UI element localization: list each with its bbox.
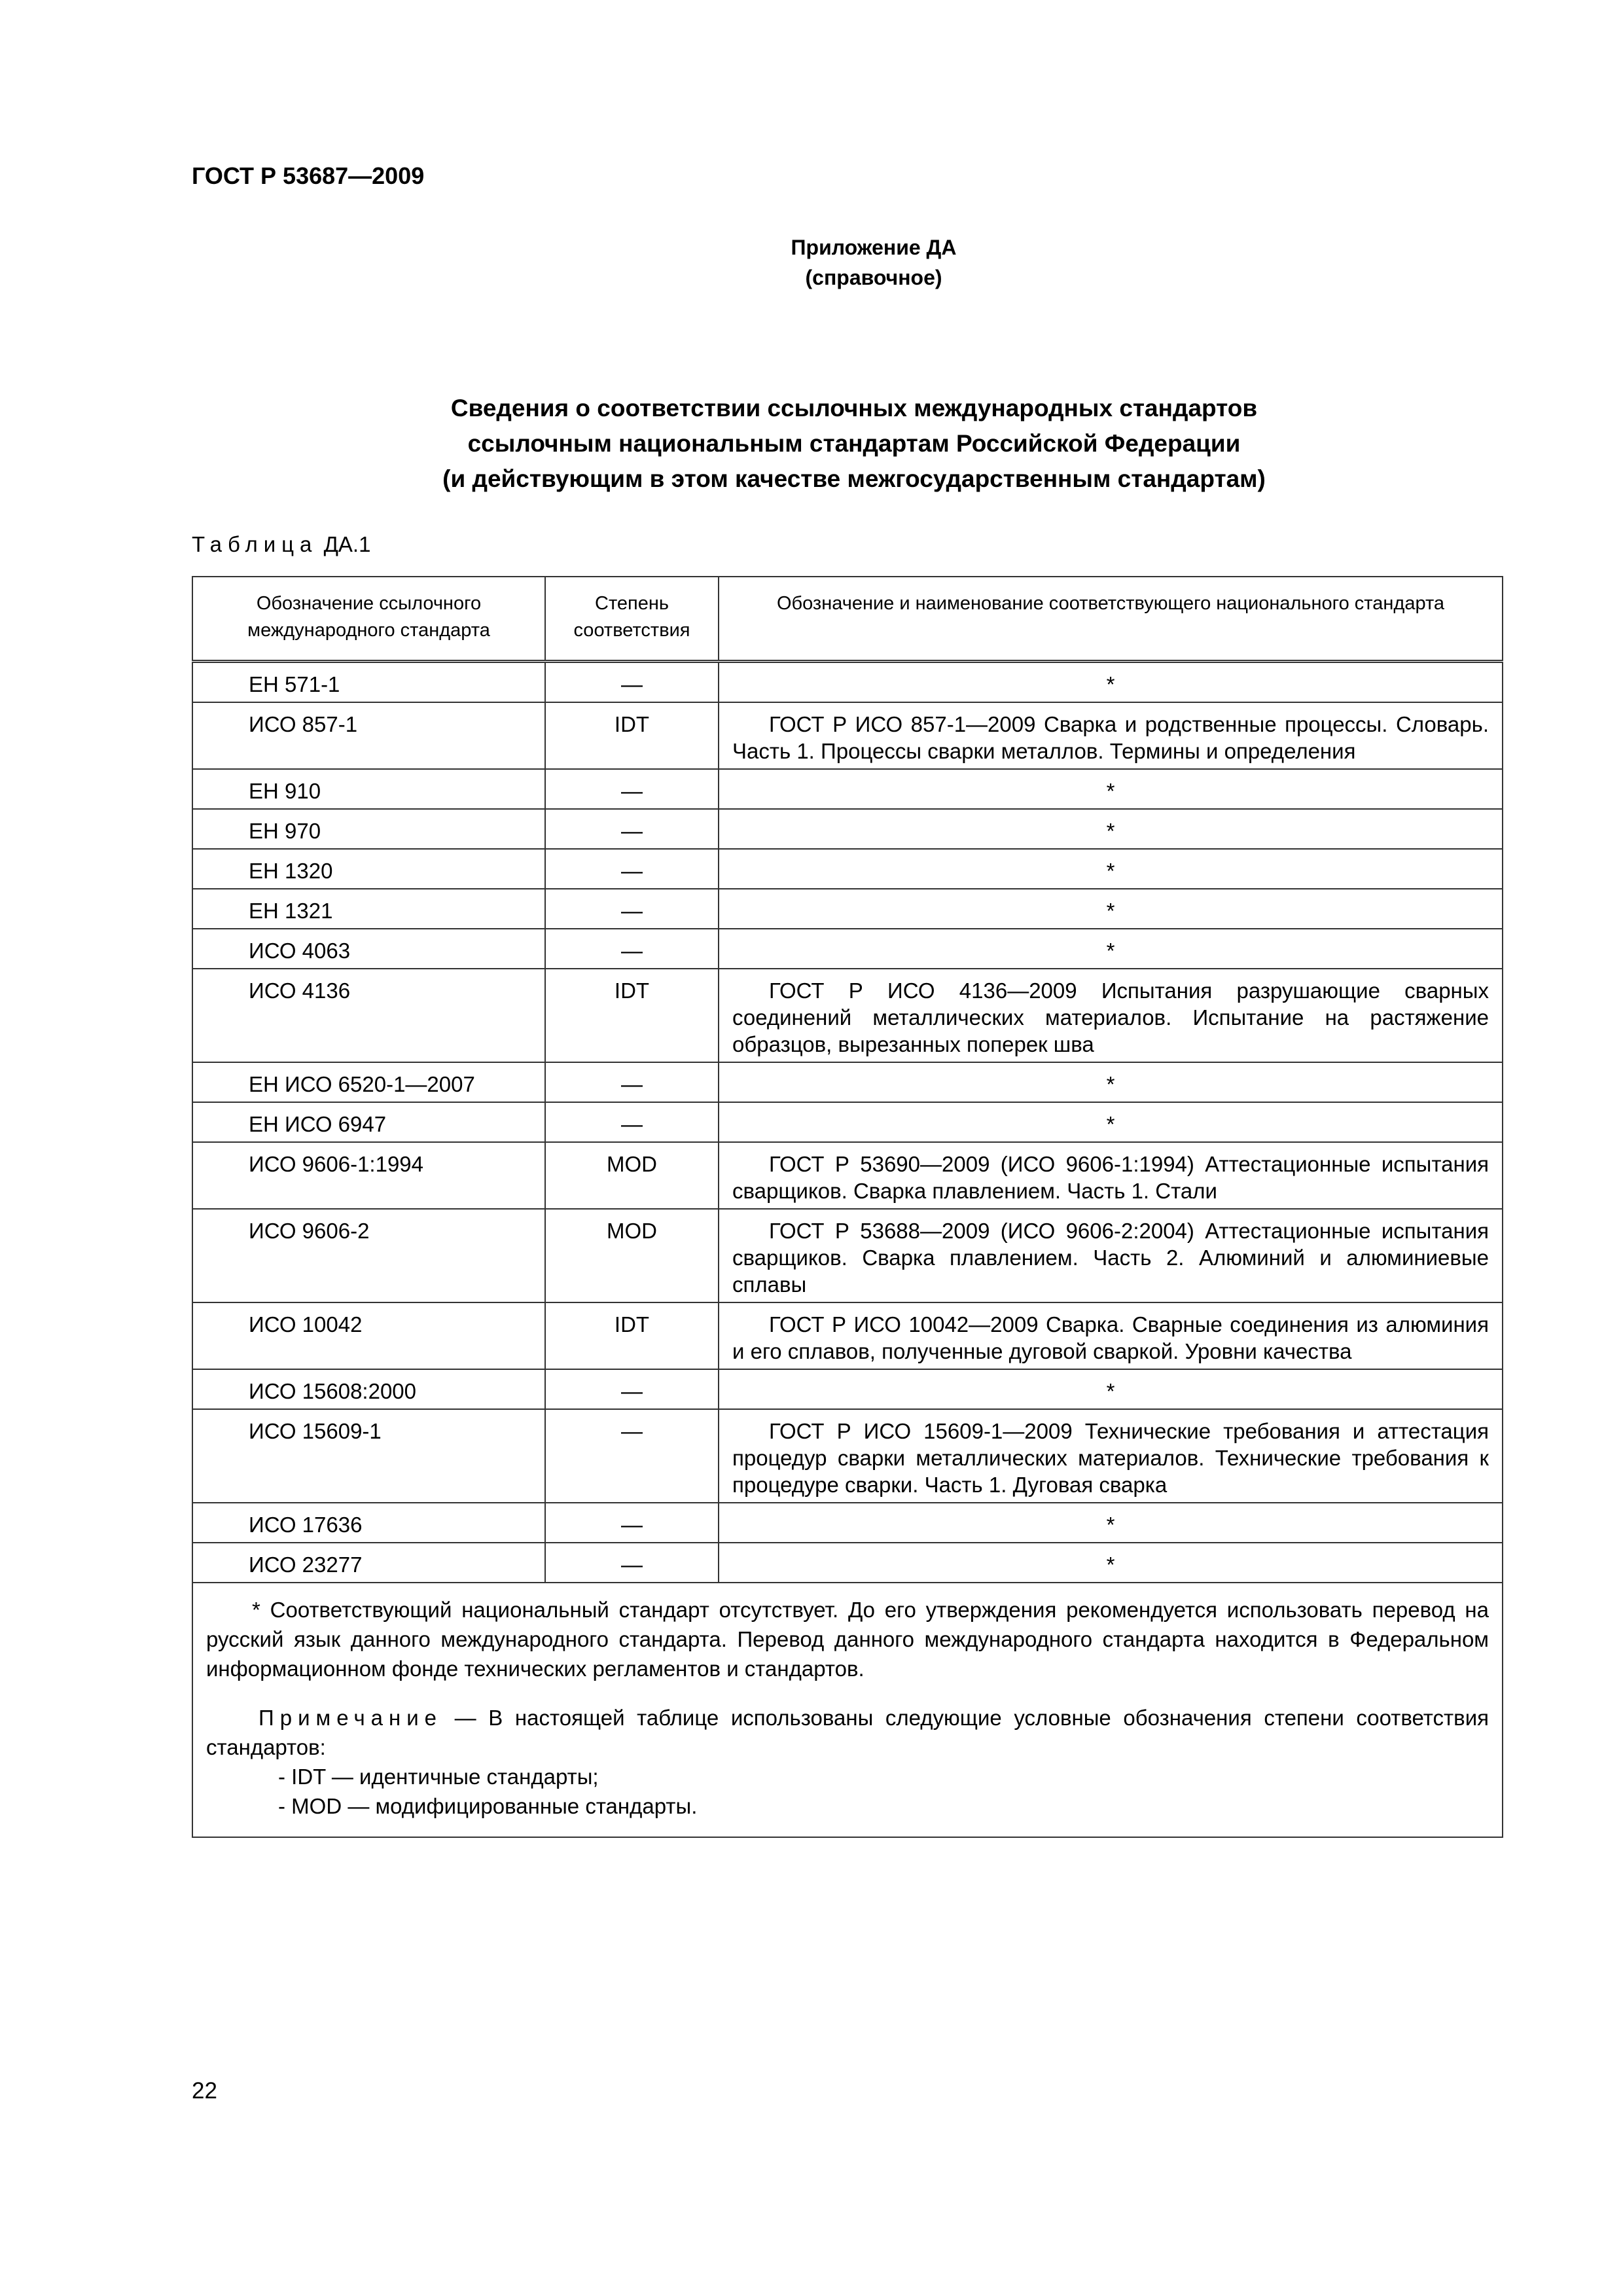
table-row [192, 1062, 1503, 1102]
cell-correspondence-degree [545, 1543, 719, 1583]
document-title-line: (и действующим в этом качестве межгосударственным стандартам) [442, 465, 1266, 492]
table-body [192, 662, 1503, 1583]
page-number: 22 [192, 2078, 217, 2104]
table-row [192, 1102, 1503, 1142]
cell-intl-standard [192, 809, 545, 849]
cell-intl-standard-text: ИСО 23277 [249, 1552, 363, 1577]
cell-national-standard [719, 1142, 1503, 1209]
cell-correspondence-degree [545, 769, 719, 809]
appendix-heading [0, 232, 1623, 293]
document-title-line: Сведения о соответствии ссылочных международных стандартов [450, 395, 1258, 422]
cell-intl-standard [192, 849, 545, 889]
cell-correspondence-degree-text: — [621, 1419, 643, 1443]
standard-code: ГОСТ Р 53687—2009 [192, 162, 425, 189]
cell-intl-standard-text: ЕН 1320 [249, 859, 333, 883]
footnote: * Соответствующий национальный стандарт отсутствует. До его утверждения рекомендуется использовать перевод на русский язык данного международного стандарта. Перевод данного международного стандарта находится в Федеральном информационном фонде технических регламентов и стандартов. [206, 1598, 1489, 1681]
cell-intl-standard [192, 1369, 545, 1409]
column-header: Обозначение ссылочного международного стандарта [192, 577, 545, 662]
note-list-item: - MOD — модифицированные стандарты. [278, 1794, 698, 1818]
cell-intl-standard-text: ИСО 9606-1:1994 [249, 1152, 423, 1176]
cell-national-standard [719, 1209, 1503, 1302]
table-row [192, 1209, 1503, 1302]
table-label-word: Таблица [192, 532, 318, 556]
table-row [192, 849, 1503, 889]
cell-correspondence-degree-text: — [621, 899, 643, 923]
table-row [192, 1543, 1503, 1583]
appendix-title: Приложение ДА [791, 236, 957, 259]
cell-correspondence-degree [545, 1302, 719, 1369]
cell-intl-standard-text: ИСО 4063 [249, 939, 351, 963]
cell-correspondence-degree-text: — [621, 1072, 643, 1096]
cell-national-standard-text: ГОСТ Р ИСО 15609-1—2009 Технические требования и аттестация процедур сварки металлических материалов. Технические требования к процедуре сварки. Часть 1. Дуговая сварка [732, 1419, 1489, 1497]
cell-national-standard-text: ГОСТ Р ИСО 857-1—2009 Сварка и родственные процессы. Словарь. Часть 1. Процессы сварки металлов. Термины и определения [732, 712, 1489, 763]
cell-intl-standard [192, 1102, 545, 1142]
cell-correspondence-degree [545, 1142, 719, 1209]
cell-intl-standard-text: ЕН 970 [249, 819, 321, 843]
cell-national-standard-text: ГОСТ Р 53690—2009 (ИСО 9606-1:1994) Аттестационные испытания сварщиков. Сварка плавлением. Часть 1. Стали [732, 1152, 1489, 1203]
table-row [192, 889, 1503, 929]
column-header: Степень соответствия [545, 577, 719, 662]
cell-national-standard-text: * [1106, 672, 1115, 696]
cell-intl-standard-text: ИСО 15609-1 [249, 1419, 382, 1443]
cell-correspondence-degree-text: MOD [607, 1219, 657, 1243]
cell-correspondence-degree [545, 849, 719, 889]
cell-national-standard-text: * [1106, 899, 1115, 923]
cell-intl-standard-text: ЕН 571-1 [249, 672, 340, 696]
cell-national-standard [719, 1543, 1503, 1583]
note-label: Примечание [259, 1706, 443, 1730]
cell-intl-standard-text: ЕН 1321 [249, 899, 333, 923]
cell-intl-standard [192, 769, 545, 809]
cell-national-standard [719, 849, 1503, 889]
cell-national-standard-text: * [1106, 779, 1115, 803]
table-row [192, 1369, 1503, 1409]
table-row [192, 1503, 1503, 1543]
cell-intl-standard [192, 1302, 545, 1369]
cell-correspondence-degree [545, 969, 719, 1062]
cell-intl-standard [192, 1503, 545, 1543]
cell-correspondence-degree-text: — [621, 1379, 643, 1403]
cell-intl-standard [192, 1142, 545, 1209]
cell-national-standard-text: * [1106, 1552, 1115, 1577]
cell-intl-standard-text: ЕН 910 [249, 779, 321, 803]
table-row [192, 702, 1503, 769]
cell-national-standard-text: * [1106, 1112, 1115, 1136]
cell-intl-standard-text: ИСО 17636 [249, 1513, 363, 1537]
cell-intl-standard-text: ИСО 10042 [249, 1312, 363, 1336]
table-footer [192, 1583, 1503, 1837]
cell-intl-standard [192, 1062, 545, 1102]
note-text: — В настоящей таблице использованы следующие условные обозначения степени соответствия стандартов: [206, 1706, 1489, 1759]
table-footer-row [192, 1583, 1503, 1837]
cell-correspondence-degree-text: — [621, 859, 643, 883]
cell-national-standard-text: * [1106, 819, 1115, 843]
cell-correspondence-degree-text: — [621, 1552, 643, 1577]
cell-correspondence-degree [545, 1062, 719, 1102]
cell-correspondence-degree-text: — [621, 819, 643, 843]
cell-intl-standard-text: ИСО 4136 [249, 978, 351, 1003]
table-row [192, 1409, 1503, 1503]
cell-correspondence-degree [545, 889, 719, 929]
cell-correspondence-degree [545, 1409, 719, 1503]
cell-intl-standard [192, 889, 545, 929]
correspondence-table [192, 576, 1503, 1838]
cell-intl-standard-text: ИСО 15608:2000 [249, 1379, 417, 1403]
cell-national-standard [719, 969, 1503, 1062]
cell-correspondence-degree [545, 1209, 719, 1302]
cell-national-standard-text: * [1106, 1072, 1115, 1096]
cell-national-standard-text: * [1106, 939, 1115, 963]
cell-intl-standard [192, 662, 545, 703]
cell-national-standard [719, 769, 1503, 809]
cell-national-standard-text: * [1106, 1513, 1115, 1537]
note-list-item: - IDT — идентичные стандарты; [278, 1765, 599, 1789]
cell-national-standard [719, 1369, 1503, 1409]
table-row [192, 1302, 1503, 1369]
cell-correspondence-degree-text: — [621, 779, 643, 803]
cell-correspondence-degree [545, 662, 719, 703]
document-title [0, 391, 1623, 497]
cell-correspondence-degree [545, 1369, 719, 1409]
cell-intl-standard [192, 929, 545, 969]
cell-national-standard-text: ГОСТ Р ИСО 10042—2009 Сварка. Сварные соединения из алюминия и его сплавов, полученные дуговой сваркой. Уровни качества [732, 1312, 1489, 1363]
cell-correspondence-degree-text: IDT [614, 1312, 650, 1336]
cell-national-standard [719, 1409, 1503, 1503]
table-row [192, 929, 1503, 969]
document-title-line: ссылочным национальным стандартам Российской Федерации [467, 430, 1241, 457]
table-label-number: ДА.1 [323, 532, 371, 556]
cell-national-standard-text: * [1106, 859, 1115, 883]
cell-intl-standard-text: ЕН ИСО 6947 [249, 1112, 387, 1136]
table-row [192, 809, 1503, 849]
cell-national-standard [719, 929, 1503, 969]
note [206, 1703, 1489, 1762]
cell-correspondence-degree-text: — [621, 1513, 643, 1537]
cell-correspondence-degree-text: IDT [614, 712, 650, 736]
appendix-kind: (справочное) [805, 266, 942, 289]
cell-intl-standard [192, 702, 545, 769]
cell-correspondence-degree [545, 702, 719, 769]
table-header-row [192, 577, 1503, 662]
cell-national-standard-text: ГОСТ Р 53688—2009 (ИСО 9606-2:2004) Аттестационные испытания сварщиков. Сварка плавлением. Часть 2. Алюминий и алюминиевые сплавы [732, 1219, 1489, 1297]
cell-intl-standard [192, 1209, 545, 1302]
cell-intl-standard-text: ИСО 9606-2 [249, 1219, 370, 1243]
cell-intl-standard [192, 1409, 545, 1503]
cell-intl-standard [192, 969, 545, 1062]
cell-national-standard [719, 1102, 1503, 1142]
cell-correspondence-degree [545, 809, 719, 849]
cell-correspondence-degree-text: IDT [614, 978, 650, 1003]
table-label [192, 532, 370, 557]
cell-correspondence-degree [545, 1503, 719, 1543]
cell-correspondence-degree-text: — [621, 672, 643, 696]
cell-correspondence-degree-text: — [621, 939, 643, 963]
cell-correspondence-degree-text: MOD [607, 1152, 657, 1176]
cell-national-standard [719, 1062, 1503, 1102]
cell-national-standard-text: * [1106, 1379, 1115, 1403]
cell-intl-standard-text: ИСО 857-1 [249, 712, 358, 736]
cell-national-standard [719, 1302, 1503, 1369]
cell-national-standard [719, 702, 1503, 769]
cell-correspondence-degree [545, 1102, 719, 1142]
cell-national-standard [719, 662, 1503, 703]
cell-intl-standard [192, 1543, 545, 1583]
cell-national-standard-text: ГОСТ Р ИСО 4136—2009 Испытания разрушающие сварных соединений металлических материалов. Испытание на растяжение образцов, вырезанных поперек шва [732, 978, 1489, 1056]
cell-national-standard [719, 889, 1503, 929]
table-row [192, 662, 1503, 703]
cell-national-standard [719, 809, 1503, 849]
column-header: Обозначение и наименование соответствующего национального стандарта [719, 577, 1503, 662]
cell-national-standard [719, 1503, 1503, 1543]
cell-correspondence-degree [545, 929, 719, 969]
table-row [192, 769, 1503, 809]
table-row [192, 1142, 1503, 1209]
table-row [192, 969, 1503, 1062]
cell-intl-standard-text: ЕН ИСО 6520-1—2007 [249, 1072, 475, 1096]
cell-correspondence-degree-text: — [621, 1112, 643, 1136]
